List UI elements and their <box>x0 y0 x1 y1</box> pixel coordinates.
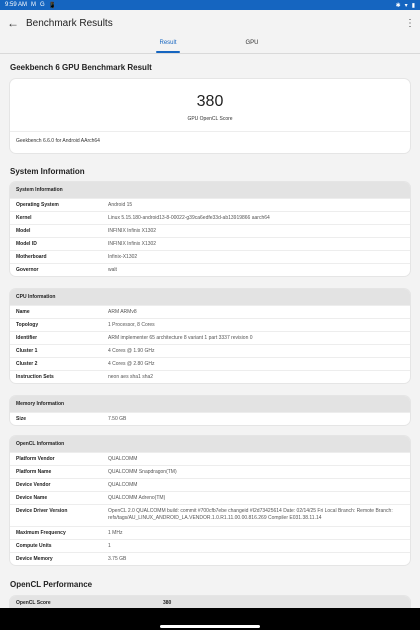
score-card <box>10 79 410 153</box>
card-header <box>10 596 410 608</box>
table-row <box>10 552 410 565</box>
table-row <box>10 305 410 318</box>
scroll-content[interactable] <box>0 55 420 608</box>
row-value: 7.50 GB <box>108 416 127 422</box>
row-value: Infinix-X1302 <box>108 254 138 260</box>
row-key: Size <box>16 416 27 422</box>
row-key: Device Name <box>16 495 48 501</box>
table-row <box>10 250 410 263</box>
row-key: Device Driver Version <box>16 508 68 514</box>
gmail-icon: M <box>31 2 37 8</box>
row-key: Model ID <box>16 241 37 247</box>
row-value: Android 15 <box>108 202 133 208</box>
opencl-score-label: OpenCL Score <box>16 600 51 606</box>
row-value: QUALCOMM Snapdragon(TM) <box>108 469 177 475</box>
row-key: Motherboard <box>16 254 47 260</box>
table-row <box>10 211 410 224</box>
row-key: Cluster 2 <box>16 361 38 367</box>
row-key: Operating System <box>16 202 59 208</box>
row-key: Platform Name <box>16 469 52 475</box>
card-header: OpenCL Information <box>10 436 410 452</box>
row-value: 1 Processor, 8 Cores <box>108 322 155 328</box>
row-value: 4 Cores @ 1.90 GHz <box>108 348 155 354</box>
battery-icon: ▮ <box>411 2 415 9</box>
tab-result[interactable]: Result <box>148 36 188 53</box>
row-key: Governor <box>16 267 39 273</box>
card-header: CPU Information <box>10 289 410 305</box>
row-value: QUALCOMM Adreno(TM) <box>108 495 166 501</box>
row-value: 1 <box>108 543 111 549</box>
row-value: INFINIX Infinix X1302 <box>108 241 157 247</box>
opencl-performance-card <box>10 596 410 608</box>
system-info-card <box>10 182 410 276</box>
table-row <box>10 504 410 526</box>
table-row <box>10 412 410 425</box>
home-gesture-handle[interactable] <box>160 625 260 628</box>
tab-bar <box>0 36 420 54</box>
status-time: 9:59 AM <box>5 2 28 8</box>
row-key: Device Vendor <box>16 482 51 488</box>
row-value: OpenCL 2.0 QUALCOMM build: commit #700cfb7ebe changeid #I2d73425614 Date: 02/14/25 Fri Local Branch: Remote Branch: refs/tags/AU_LINUX_ANDROID_LA.VENDOR.1.0.R1.11.00.00.816.269 Compiler E031.38.11.14 <box>108 508 393 521</box>
row-value: QUALCOMM <box>108 456 138 462</box>
page-title: Benchmark Results <box>26 17 113 29</box>
row-value: ARM ARMv8 <box>108 309 137 315</box>
opencl-info-card <box>10 436 410 565</box>
bluetooth-icon: ✱ <box>395 2 401 9</box>
card-header: Memory Information <box>10 396 410 412</box>
row-value: 4 Cores @ 2.80 GHz <box>108 361 155 367</box>
row-key: Compute Units <box>16 543 52 549</box>
navigation-bar <box>0 608 420 630</box>
table-row <box>10 478 410 491</box>
row-value: INFINIX Infinix X1302 <box>108 228 157 234</box>
table-row <box>10 357 410 370</box>
system-info-heading: System Information <box>10 167 85 176</box>
phone-icon: 📱 <box>48 2 57 9</box>
table-row <box>10 526 410 539</box>
row-value: 3.75 GB <box>108 556 127 562</box>
opencl-score-value: 380 <box>163 600 172 606</box>
table-row <box>10 263 410 276</box>
table-row <box>10 344 410 357</box>
memory-info-card <box>10 396 410 425</box>
row-value: QUALCOMM <box>108 482 138 488</box>
row-key: Maximum Frequency <box>16 530 66 536</box>
table-row <box>10 331 410 344</box>
row-value: 1 MHz <box>108 530 123 536</box>
row-value: walt <box>108 267 117 273</box>
table-row <box>10 491 410 504</box>
version-text: Geekbench 6.6.0 for Android AArch64 <box>16 138 100 144</box>
row-value: ARM implementer 65 architecture 8 variant 1 part 3337 revision 0 <box>108 335 253 341</box>
table-row <box>10 224 410 237</box>
table-row <box>10 452 410 465</box>
row-key: Device Memory <box>16 556 53 562</box>
more-options-icon[interactable]: ⋮ <box>405 17 415 29</box>
app-bar <box>0 10 420 36</box>
table-row <box>10 539 410 552</box>
opencl-performance-heading: OpenCL Performance <box>10 580 93 589</box>
google-icon: G <box>40 2 45 8</box>
row-value: Linux 5.15.180-android13-8-00022-g39ca6edfe33d-ab13919866 aarch64 <box>108 215 270 221</box>
row-key: Identifier <box>16 335 38 341</box>
result-heading: Geekbench 6 GPU Benchmark Result <box>10 63 152 72</box>
row-key: Platform Vendor <box>16 456 55 462</box>
table-row <box>10 198 410 211</box>
status-bar <box>0 0 420 10</box>
table-row <box>10 465 410 478</box>
back-arrow-icon[interactable]: ← <box>7 16 19 30</box>
row-key: Kernel <box>16 215 32 221</box>
wifi-icon: ▾ <box>404 2 408 9</box>
row-key: Topology <box>16 322 39 328</box>
row-key: Model <box>16 228 31 234</box>
gpu-score-value: 380 <box>196 93 224 110</box>
cpu-info-card <box>10 289 410 383</box>
card-header: System Information <box>10 182 410 198</box>
gpu-score-label: GPU OpenCL Score <box>187 116 233 122</box>
row-key: Cluster 1 <box>16 348 38 354</box>
row-key: Name <box>16 309 30 315</box>
table-row <box>10 237 410 250</box>
row-key: Instruction Sets <box>16 374 54 380</box>
divider <box>10 131 410 132</box>
table-row <box>10 318 410 331</box>
tab-gpu[interactable]: GPU <box>245 40 259 46</box>
table-row <box>10 370 410 383</box>
row-value: neon aes sha1 sha2 <box>108 374 154 380</box>
